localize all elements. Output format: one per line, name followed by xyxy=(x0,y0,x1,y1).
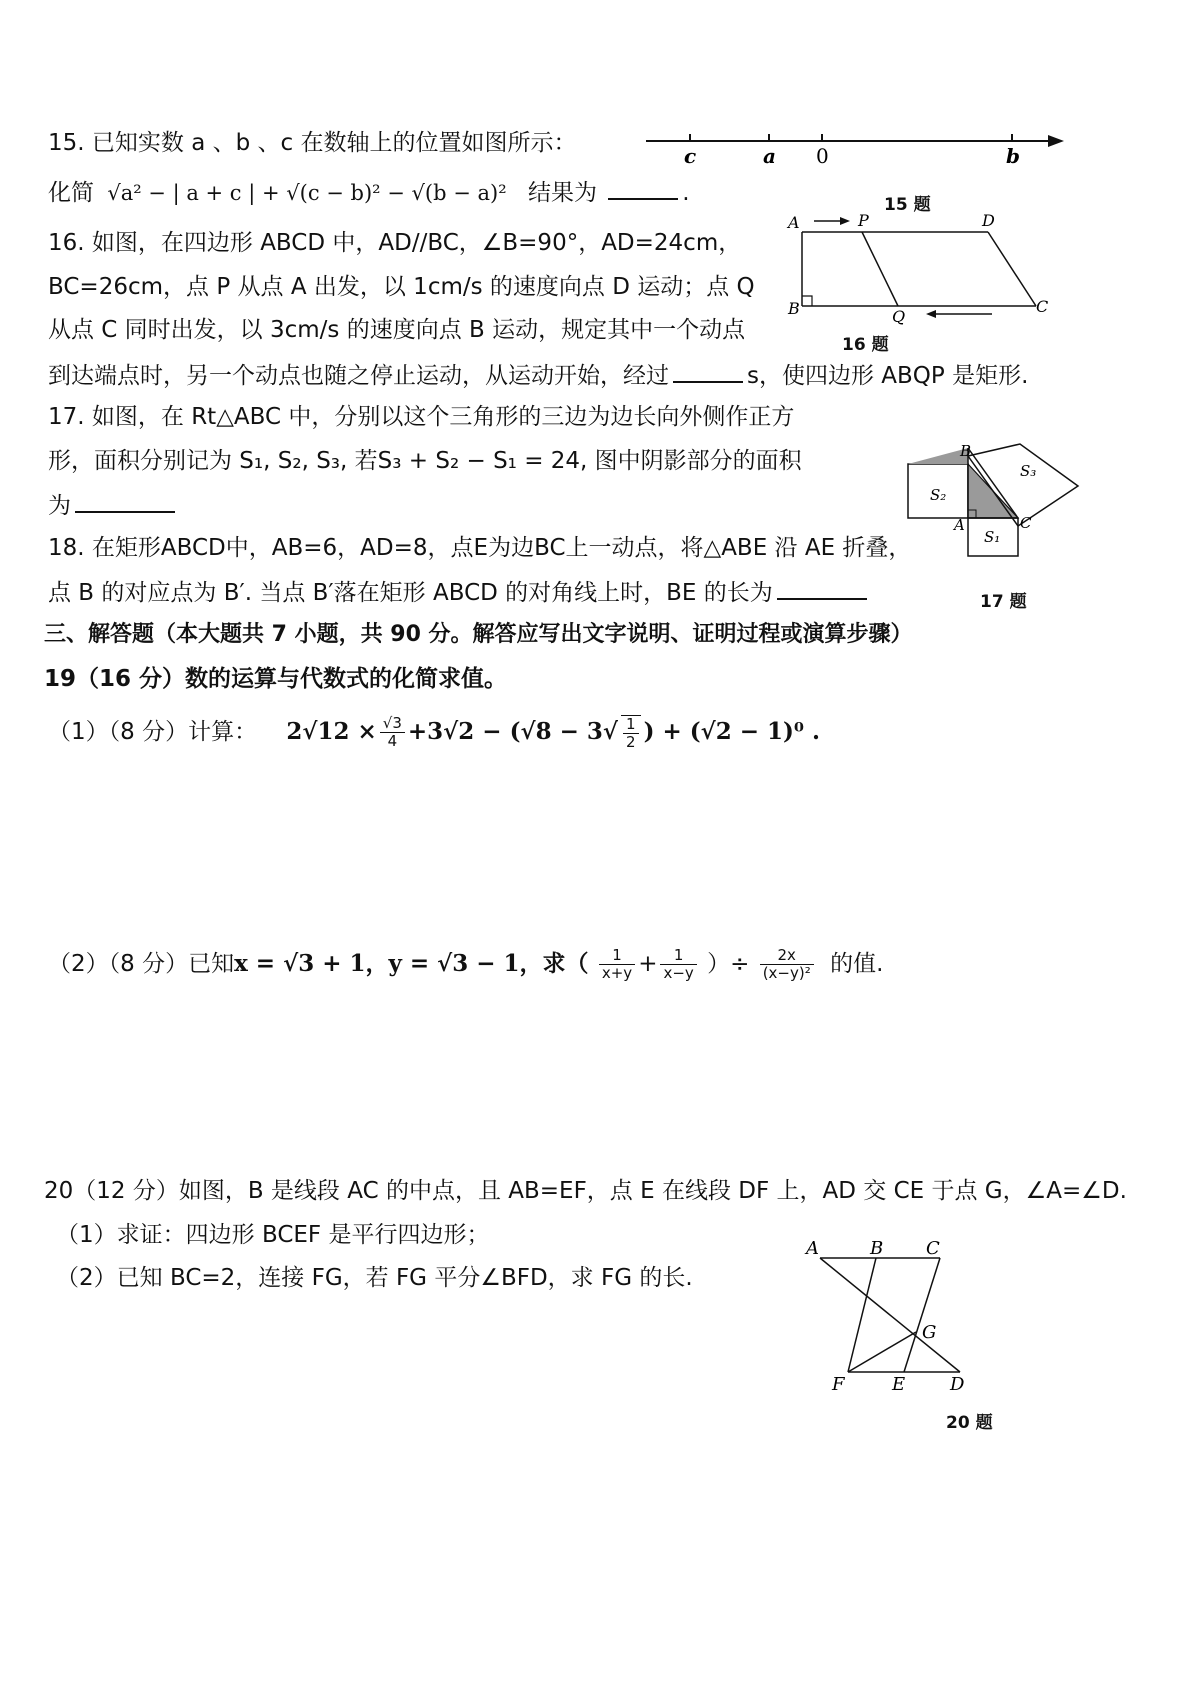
q19-part1: （1）（8 分）计算： 2√12 × $\frac{√3}{4}$ +3√2 − (√8 − 3√ $\frac{1}{2}$ ) + (√2 − 1)⁰ . xyxy=(48,714,820,751)
q19-part2-frac2 xyxy=(660,947,696,982)
q19-part2 xyxy=(48,944,883,984)
q16-line1: 16. 如图，在四边形 ABCD 中，AD//BC，∠B=90°，AD=24cm， xyxy=(48,230,742,256)
q20-label-A: A xyxy=(806,1238,819,1259)
q20-label-E: E xyxy=(892,1374,906,1395)
q19-part2-frac1 xyxy=(599,947,635,982)
q19-part2-div: ）÷ xyxy=(707,951,750,977)
q17-answer-blank xyxy=(75,489,175,513)
q16-label-P: P xyxy=(858,211,869,230)
q16-label-C: C xyxy=(1036,297,1049,316)
q15-text: 15. 已知实数 a 、b 、c 在数轴上的位置如图所示： xyxy=(48,130,577,156)
q17-line3-pre: 为 xyxy=(48,493,71,519)
q19-part1-half-num: 1 xyxy=(623,716,639,734)
q19-title: 19（16 分）数的运算与代数式的化简求值。 xyxy=(44,666,508,692)
q16-label-A: A xyxy=(788,213,800,232)
q20-part1: （1）求证：四边形 BCEF 是平行四边形； xyxy=(56,1222,490,1248)
q17-label-C: C xyxy=(1020,514,1032,532)
q16-line2: BC=26cm，点 P 从点 A 出发，以 1cm/s 的速度向点 D 运动；点 Q xyxy=(48,274,755,300)
q15-figure-caption: 15 题 xyxy=(884,195,931,215)
q17-line2: 形，面积分别记为 S₁, S₂, S₃, 若S₃ + S₂ − S₁ = 24, 图中阴影部分的面积 xyxy=(48,448,802,474)
q15-result-prefix: 结果为 xyxy=(527,180,597,206)
q20-label-B: B xyxy=(870,1238,884,1259)
q19-part1-half-den: 2 xyxy=(626,732,636,751)
q19-part1-label: （1）（8 分）计算： xyxy=(48,719,258,745)
q15-number-line xyxy=(640,120,1070,170)
q17-label-S3: S₃ xyxy=(1020,462,1037,480)
q19-f2-num: 1 xyxy=(660,947,696,965)
q19-part1-frac-den: 4 xyxy=(387,732,398,750)
axis-label-c: c xyxy=(684,144,697,168)
q16-line4-post: s，使四边形 ABQP 是矩形. xyxy=(747,363,1029,389)
q19-f3-den: (x−y)² xyxy=(762,964,811,982)
q16-figure-caption: 16 题 xyxy=(842,335,889,355)
q18-answer-blank xyxy=(777,576,867,600)
q15-simplify xyxy=(48,176,690,208)
axis-label-a: a xyxy=(763,144,776,168)
q19-f3-num: 2x xyxy=(760,947,814,965)
q19-f2-den: x−y xyxy=(663,964,694,982)
q17-label-S1: S₁ xyxy=(984,528,1001,546)
q19-part1-c: ) + (√2 − 1)⁰ . xyxy=(643,718,820,745)
q15-result-suffix: . xyxy=(682,180,690,206)
axis-label-zero: 0 xyxy=(816,144,829,168)
q20-label-C: C xyxy=(926,1238,940,1259)
q17-label-B: B xyxy=(960,442,972,460)
q17-figure-caption: 17 题 xyxy=(980,592,1027,612)
q17-line3 xyxy=(48,489,179,521)
q15-answer-blank xyxy=(608,176,678,200)
q20-figure xyxy=(800,1232,1000,1402)
q15-simplify-prefix: 化简 xyxy=(48,180,94,206)
q16-line3: 从点 C 同时出发，以 3cm/s 的速度向点 B 运动，规定其中一个动点 xyxy=(48,317,746,343)
axis-label-b: b xyxy=(1006,144,1020,168)
q19-f1-den: x+y xyxy=(601,964,633,982)
q18-line1: 18. 在矩形ABCD中，AB=6，AD=8，点E为边BC上一动点，将△ABE 沿 AE 折叠， xyxy=(48,535,912,561)
q16-label-Q: Q xyxy=(892,307,906,326)
q19-part1-half xyxy=(621,715,641,751)
q19-part1-frac xyxy=(380,715,405,750)
q19-part1-a: 2√12 × xyxy=(286,718,377,745)
q20-line1: 20（12 分）如图，B 是线段 AC 的中点，且 AB=EF，点 E 在线段 DF 上，AD 交 CE 于点 G，∠A=∠D. xyxy=(44,1178,1127,1204)
q16-figure xyxy=(780,208,1060,338)
q19-part2-suffix: 的值. xyxy=(830,951,884,977)
q20-figure-caption: 20 题 xyxy=(946,1413,993,1433)
q19-part2-plus: + xyxy=(638,951,658,977)
section3-title: 三、解答题（本大题共 7 小题，共 90 分。解答应写出文字说明、证明过程或演算步骤） xyxy=(44,622,913,647)
q17-figure xyxy=(900,438,1090,568)
q20-label-D: D xyxy=(950,1374,965,1395)
q19-part1-b: +3√2 − (√8 − 3 xyxy=(407,718,603,745)
q16-line4 xyxy=(48,359,1028,391)
q15-expression: √a² − | a + c | + √(c − b)² − √(b − a)² xyxy=(107,181,507,205)
q16-answer-blank xyxy=(673,359,743,383)
q16-line4-pre: 到达端点时，另一个动点也随之停止运动，从运动开始，经过 xyxy=(48,363,669,389)
q16-label-D: D xyxy=(982,211,995,230)
q20-label-F: F xyxy=(832,1374,845,1395)
q19-f1-num: 1 xyxy=(599,947,635,965)
q20-part2: （2）已知 BC=2，连接 FG，若 FG 平分∠BFD，求 FG 的长. xyxy=(56,1265,693,1291)
q17-line1: 17. 如图，在 Rt△ABC 中，分别以这个三角形的三边为边长向外侧作正方 xyxy=(48,404,795,430)
q18-line2 xyxy=(48,576,871,608)
q19-part1-frac-num: √3 xyxy=(380,715,405,733)
q16-label-B: B xyxy=(788,299,800,318)
q19-part2-frac3 xyxy=(760,947,814,982)
q19-part2-given: x = √3 + 1，y = √3 − 1，求（ xyxy=(234,950,589,977)
q17-label-S2: S₂ xyxy=(930,486,947,504)
q19-part2-label: （2）（8 分）已知 xyxy=(48,951,235,977)
q20-label-G: G xyxy=(922,1322,937,1343)
q18-line2-pre: 点 B 的对应点为 B′. 当点 B′落在矩形 ABCD 的对角线上时，BE 的长为 xyxy=(48,580,773,606)
q17-label-A: A xyxy=(954,516,965,534)
